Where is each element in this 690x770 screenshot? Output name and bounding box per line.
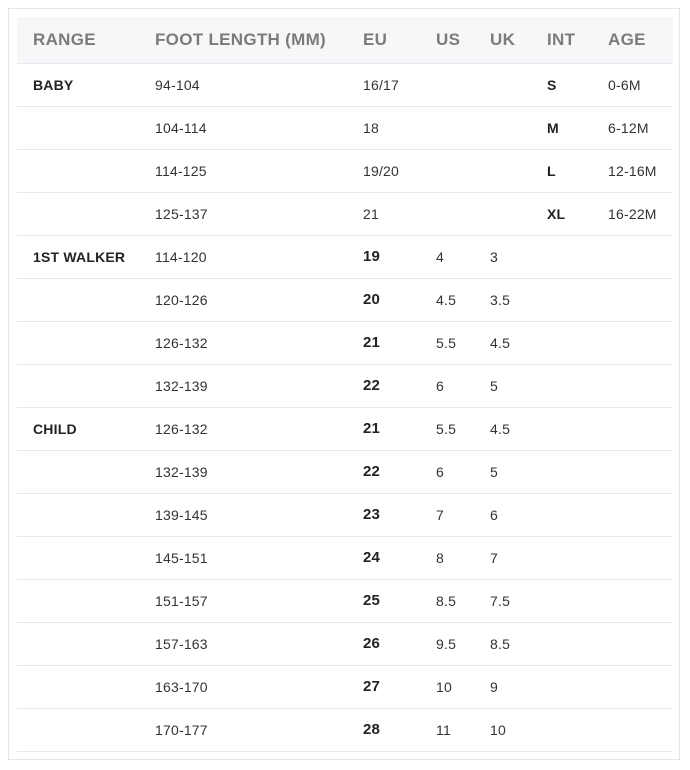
cell-us — [436, 63, 490, 106]
cell-age — [608, 493, 673, 536]
cell-range — [17, 579, 155, 622]
cell-uk: 3.5 — [490, 291, 511, 308]
cell-int: M — [547, 119, 559, 136]
cell-us: 4 — [436, 248, 444, 265]
cell-eu: 19/20 — [363, 162, 400, 179]
cell-uk: 7.5 — [490, 592, 511, 609]
cell-foot-length: 126-132 — [155, 334, 208, 351]
cell-age: 12-16M — [608, 162, 657, 179]
cell-int — [547, 321, 608, 364]
cell-age: 6-12M — [608, 119, 649, 136]
cell-age — [608, 536, 673, 579]
cell-us: 6 — [436, 377, 444, 394]
cell-us — [436, 149, 490, 192]
table-row — [17, 622, 673, 665]
cell-us: 8 — [436, 549, 444, 566]
cell-range — [17, 708, 155, 751]
cell-eu: 22 — [363, 377, 381, 394]
cell-foot-length: 132-139 — [155, 463, 208, 480]
cell-uk: 8.5 — [490, 635, 511, 652]
table-row — [17, 364, 673, 407]
cell-age — [608, 665, 673, 708]
table-row — [17, 149, 673, 192]
cell-range — [17, 536, 155, 579]
cell-eu: 21 — [363, 420, 381, 437]
table-row — [17, 63, 673, 106]
cell-int — [547, 364, 608, 407]
table-header — [17, 17, 673, 63]
table-row — [17, 708, 673, 751]
cell-int — [547, 579, 608, 622]
table-row — [17, 450, 673, 493]
cell-range — [17, 450, 155, 493]
cell-foot-length: 151-157 — [155, 592, 208, 609]
cell-range — [17, 192, 155, 235]
cell-foot-length: 114-120 — [155, 248, 207, 265]
header-us: US — [436, 29, 461, 49]
table-row — [17, 235, 673, 278]
cell-foot-length: 114-125 — [155, 162, 207, 179]
cell-us: 10 — [436, 678, 452, 695]
cell-uk — [490, 192, 547, 235]
cell-us — [436, 106, 490, 149]
cell-uk: 3 — [490, 248, 498, 265]
size-chart-frame — [8, 8, 680, 760]
cell-age: 16-22M — [608, 205, 657, 222]
cell-range — [17, 364, 155, 407]
cell-uk: 6 — [490, 506, 498, 523]
cell-foot-length: 104-114 — [155, 119, 207, 136]
cell-age — [608, 321, 673, 364]
cell-age — [608, 278, 673, 321]
cell-int — [547, 493, 608, 536]
cell-int — [547, 278, 608, 321]
cell-uk: 9 — [490, 678, 498, 695]
cell-foot-length: 145-151 — [155, 549, 208, 566]
cell-us: 6 — [436, 463, 444, 480]
cell-foot-length: 139-145 — [155, 506, 208, 523]
cell-int — [547, 708, 608, 751]
cell-int — [547, 536, 608, 579]
cell-age — [608, 450, 673, 493]
cell-eu: 16/17 — [363, 76, 400, 93]
cell-uk: 7 — [490, 549, 498, 566]
table-row — [17, 536, 673, 579]
cell-us: 7 — [436, 506, 444, 523]
cell-us: 5.5 — [436, 420, 457, 437]
size-chart-table — [17, 17, 673, 752]
header-uk: UK — [490, 29, 516, 49]
cell-uk: 5 — [490, 377, 498, 394]
table-row — [17, 493, 673, 536]
cell-int: L — [547, 162, 556, 179]
cell-foot-length: 132-139 — [155, 377, 208, 394]
cell-int — [547, 235, 608, 278]
cell-int: XL — [547, 205, 566, 222]
table-row — [17, 321, 673, 364]
table-body — [17, 63, 673, 751]
cell-uk — [490, 63, 547, 106]
cell-range — [17, 278, 155, 321]
cell-foot-length: 170-177 — [155, 721, 208, 738]
header-age: AGE — [608, 29, 646, 49]
cell-foot-length: 163-170 — [155, 678, 208, 695]
cell-eu: 28 — [363, 721, 381, 738]
cell-foot-length: 125-137 — [155, 205, 208, 222]
table-row — [17, 192, 673, 235]
cell-foot-length: 94-104 — [155, 76, 200, 93]
cell-eu: 20 — [363, 291, 381, 308]
cell-age — [608, 708, 673, 751]
cell-eu: 27 — [363, 678, 381, 695]
cell-range — [17, 149, 155, 192]
table-row — [17, 407, 673, 450]
cell-range — [17, 622, 155, 665]
cell-eu: 23 — [363, 506, 381, 523]
cell-foot-length: 157-163 — [155, 635, 208, 652]
header-range: RANGE — [33, 29, 96, 49]
cell-range — [17, 321, 155, 364]
cell-us: 5.5 — [436, 334, 457, 351]
cell-eu: 19 — [363, 248, 381, 265]
cell-range: CHILD — [33, 420, 77, 437]
cell-eu: 24 — [363, 549, 381, 566]
cell-age — [608, 407, 673, 450]
cell-eu: 26 — [363, 635, 381, 652]
cell-uk — [490, 149, 547, 192]
cell-range: BABY — [33, 76, 74, 93]
cell-eu: 21 — [363, 205, 379, 222]
cell-int — [547, 622, 608, 665]
cell-uk: 5 — [490, 463, 498, 480]
cell-range — [17, 106, 155, 149]
table-row — [17, 278, 673, 321]
cell-range — [17, 493, 155, 536]
cell-eu: 22 — [363, 463, 381, 480]
cell-eu: 25 — [363, 592, 381, 609]
cell-age — [608, 235, 673, 278]
cell-age — [608, 579, 673, 622]
cell-int — [547, 407, 608, 450]
cell-uk — [490, 106, 547, 149]
cell-foot-length: 126-132 — [155, 420, 208, 437]
table-row — [17, 579, 673, 622]
cell-us: 4.5 — [436, 291, 457, 308]
cell-int — [547, 450, 608, 493]
cell-uk: 10 — [490, 721, 506, 738]
cell-us: 11 — [436, 721, 451, 738]
cell-range — [17, 665, 155, 708]
cell-age — [608, 364, 673, 407]
cell-eu: 18 — [363, 119, 379, 136]
cell-eu: 21 — [363, 334, 381, 351]
table-row — [17, 106, 673, 149]
header-row — [17, 17, 673, 63]
cell-age — [608, 622, 673, 665]
cell-us: 8.5 — [436, 592, 457, 609]
cell-foot-length: 120-126 — [155, 291, 208, 308]
cell-int — [547, 665, 608, 708]
cell-age: 0-6M — [608, 76, 641, 93]
cell-int: S — [547, 76, 557, 93]
table-row — [17, 665, 673, 708]
cell-uk: 4.5 — [490, 334, 511, 351]
header-foot-length: FOOT LENGTH (MM) — [155, 29, 326, 49]
cell-us — [436, 192, 490, 235]
cell-us: 9.5 — [436, 635, 457, 652]
cell-range: 1ST WALKER — [33, 248, 126, 265]
header-int: INT — [547, 29, 576, 49]
cell-uk: 4.5 — [490, 420, 511, 437]
header-eu: EU — [363, 29, 388, 49]
